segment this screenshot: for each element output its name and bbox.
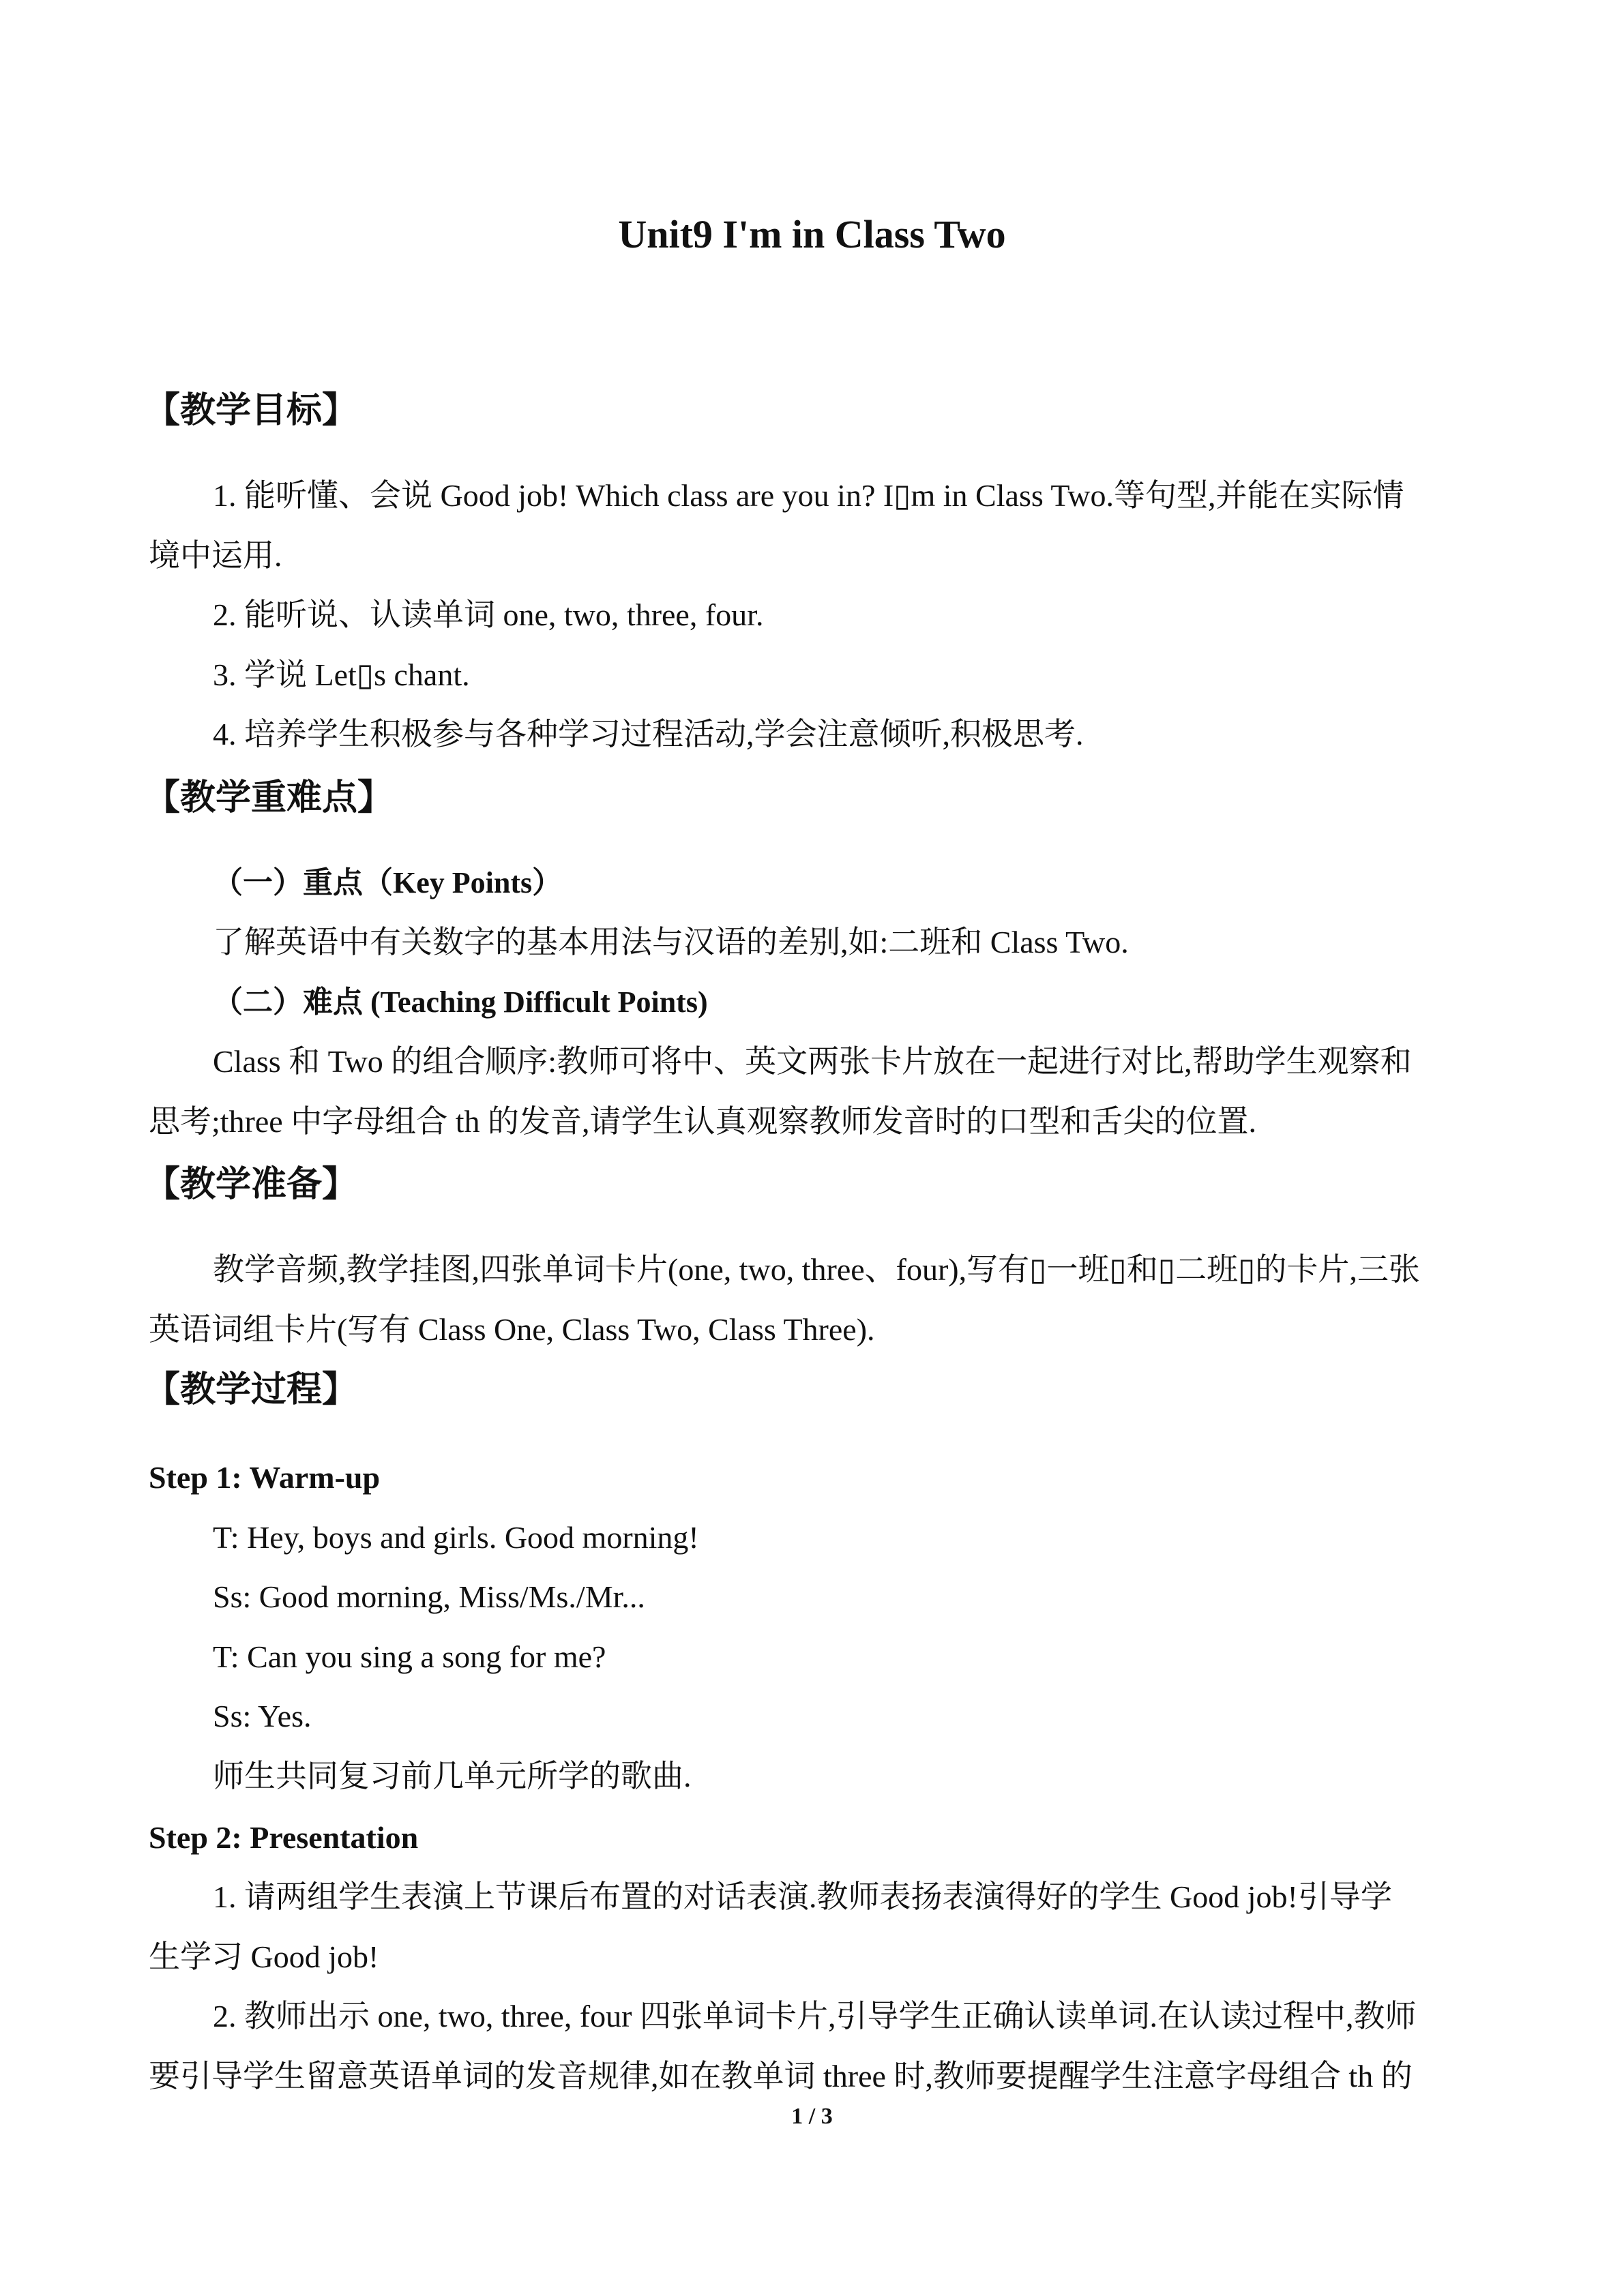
heading-teaching-goals: 【教学目标】 <box>145 390 358 431</box>
goal-item-1: 1. 能听懂、会说 Good job! Which class are you in? I▯m in Class Two.等句型,并能在实际情 <box>213 478 1404 513</box>
difficult-points-text-cont: 思考;three 中字母组合 th 的发音,请学生认真观察教师发音时的口型和舌尖的位置. <box>149 1104 1256 1139</box>
document-title: Unit9 I'm in Class Two <box>618 212 1006 256</box>
step-1-line-5: 师生共同复习前几单元所学的歌曲. <box>213 1759 692 1793</box>
heading-key-difficult-points: 【教学重难点】 <box>145 777 394 818</box>
step-2-item-1: 1. 请两组学生表演上节课后布置的对话表演.教师表扬表演得好的学生 Good job!引导学 <box>213 1879 1392 1914</box>
step-2-heading: Step 2: Presentation <box>149 1820 419 1855</box>
subheading-difficult-points: （二）难点 (Teaching Difficult Points) <box>213 985 708 1019</box>
heading-teaching-preparation: 【教学准备】 <box>145 1164 358 1205</box>
goal-item-3: 3. 学说 Let▯s chant. <box>213 657 470 692</box>
step-2-item-2-cont: 要引导学生留意英语单词的发音规律,如在教单词 three 时,教师要提醒学生注意字母组合 th 的 <box>149 2059 1413 2093</box>
step-2-item-1-cont: 生学习 Good job! <box>149 1939 379 1974</box>
difficult-points-text: Class 和 Two 的组合顺序:教师可将中、英文两张卡片放在一起进行对比,帮助学生观察和 <box>213 1044 1412 1079</box>
subheading-key-points: （一）重点（Key Points） <box>213 866 563 899</box>
goal-item-4: 4. 培养学生积极参与各种学习过程活动,学会注意倾听,积极思考. <box>213 717 1084 751</box>
goal-item-1-cont: 境中运用. <box>149 538 282 573</box>
step-1-line-1: T: Hey, boys and girls. Good morning! <box>213 1520 699 1555</box>
step-1-line-3: T: Can you sing a song for me? <box>213 1639 606 1674</box>
preparation-text-cont: 英语词组卡片(写有 Class One, Class Two, Class Three). <box>149 1312 875 1347</box>
preparation-text: 教学音频,教学挂图,四张单词卡片(one, two, three、four),写有▯一班▯和▯二班▯的卡片,三张 <box>213 1252 1420 1287</box>
goal-item-2: 2. 能听说、认读单词 one, two, three, four. <box>213 597 764 632</box>
step-1-line-4: Ss: Yes. <box>213 1699 312 1733</box>
page-number: 1 / 3 <box>791 2104 833 2129</box>
key-points-text: 了解英语中有关数字的基本用法与汉语的差别,如:二班和 Class Two. <box>213 925 1129 959</box>
step-2-item-2: 2. 教师出示 one, two, three, four 四张单词卡片,引导学生正确认读单词.在认读过程中,教师 <box>213 1999 1417 2033</box>
heading-teaching-process: 【教学过程】 <box>145 1369 358 1410</box>
step-1-heading: Step 1: Warm-up <box>149 1460 381 1495</box>
step-1-line-2: Ss: Good morning, Miss/Ms./Mr... <box>213 1579 645 1614</box>
